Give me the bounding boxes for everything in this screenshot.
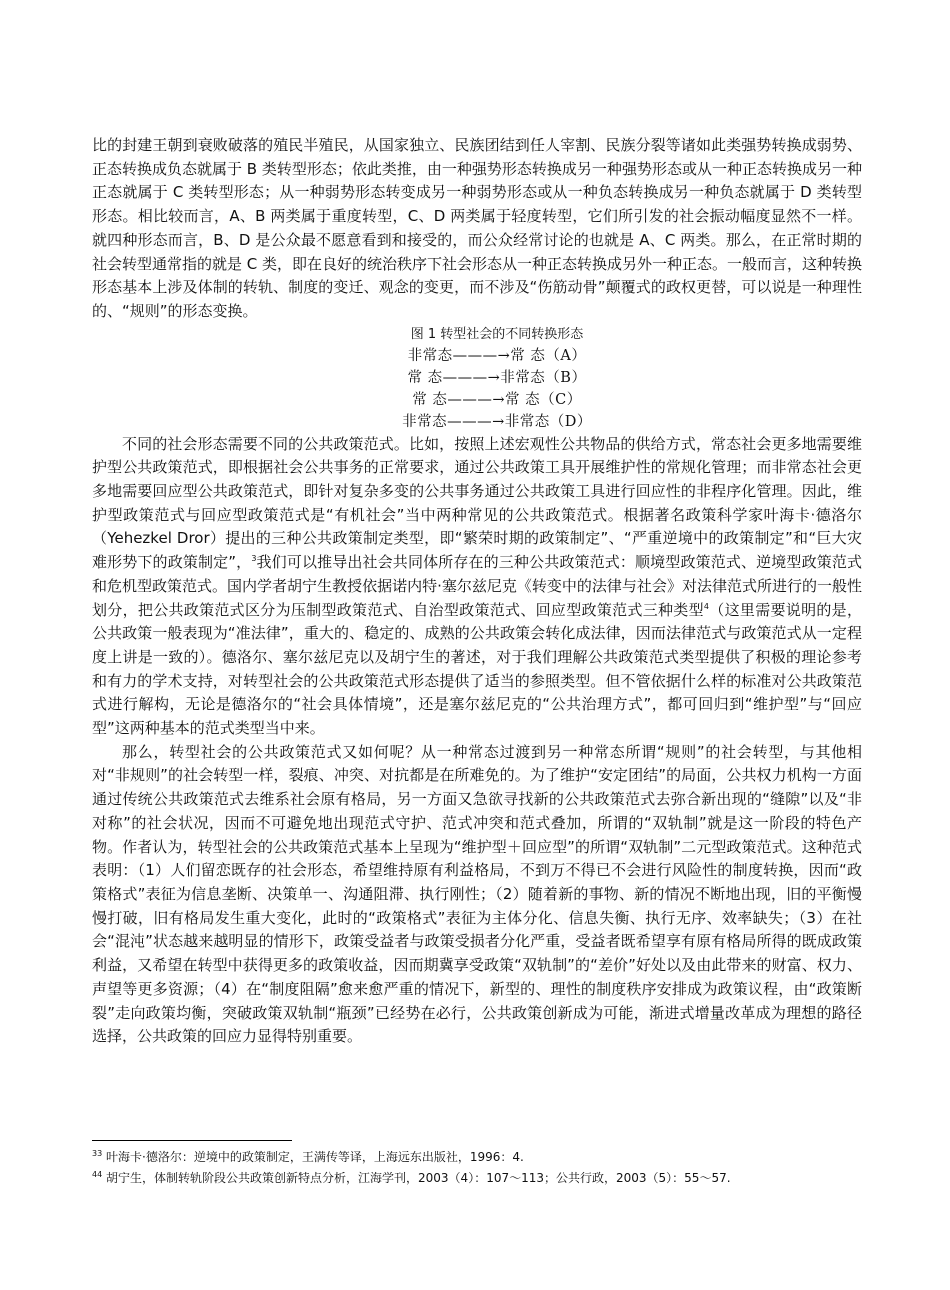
footnotes	[92, 1140, 862, 1189]
footnote-text: 叶海卡·德洛尔：逆境中的政策制定，王满传等译，上海远东出版社，1996：4.	[106, 1150, 524, 1164]
paragraph-2	[92, 433, 862, 741]
figure-title: 图 1 转型社会的不同转换形态	[410, 326, 584, 342]
paragraph-2-part-c: （这里需要说明的是，公共政策一般表现为“准法律”，重大的、稳定的、成熟的公共政策会转化成法律，因而法律范式与政策范式从一定程度上讲是一致的）。德洛尔、塞尔兹尼克以及胡宁生的著述，对于我们理解公共政策范式类型提供了积极的理论参考和有力的学术支持，对转型社会的公共政策范式形态提供了适当的参照类型。但不管依据什么样的标准对公共政策范式进行解构，无论是德洛尔的“社会具体情境”，还是塞尔兹尼克的“公共治理方式”，都可回归到“维护型”与“回应型”这两种基本的范式类型当中来。	[92, 600, 862, 738]
figure-row-d: 非常态———→非常态（D）	[402, 413, 592, 430]
paragraph-3: 那么，转型社会的公共政策范式又如何呢？从一种常态过渡到另一种常态所谓“规则”的社会转型，与其他相对“非规则”的社会转型一样，裂痕、冲突、对抗都是在所难免的。为了维护“安定团结”的局面，公共权力机构一方面通过传统公共政策范式去维系社会原有格局，另一方面又急欲寻找新的公共政策范式去弥合新出现的“缝隙”以及“非对称”的社会状况，因而不可避免地出现范式守护、范式冲突和范式叠加，所谓的“双轨制”就是这一阶段的特色产物。作者认为，转型社会的公共政策范式基本上呈现为“维护型＋回应型”的所谓“双轨制”二元型政策范式。这种范式表明：（1）人们留恋既存的社会形态，希望维持原有利益格局，不到万不得已不会进行风险性的制度转换，因而“政策格式”表征为信息垄断、决策单一、沟通阻滞、执行刚性；（2）随着新的事物、新的情况不断地出现，旧的平衡慢慢打破，旧有格局发生重大变化，此时的“政策格式”表征为主体分化、信息失衡、执行无序、效率缺失；（3）在社会“混沌”状态越来越明显的情形下，政策受益者与政策受损者分化严重，受益者既希望享有原有格局所得的既成政策利益，又希望在转型中获得更多的政策收益，因而期冀享受政策“双轨制”的“差价”好处以及由此带来的财富、权力、声望等更多资源；（4）在“制度阻隔”愈来愈严重的情况下，新型的、理性的制度秩序安排成为政策议程，由“政策断裂”走向政策均衡，突破政策双轨制“瓶颈”已经势在必行，公共政策创新成为可能，渐进式增量改革成为理想的路径选择，公共政策的回应力显得特别重要。	[92, 742, 862, 1046]
footnote-ref-4[interactable]: 4	[703, 601, 709, 611]
footnote-4	[92, 1168, 862, 1189]
document-body	[92, 134, 862, 1049]
figure-1	[92, 325, 862, 433]
footnote-mark: 33	[92, 1149, 103, 1158]
paragraph-2-part-a: 不同的社会形态需要不同的公共政策范式。比如，按照上述宏观性公共物品的供给方式，常态社会更多地需要维护型公共政策范式，即根据社会公共事务的正常要求，通过公共政策工具开展维护性的常规化管理；而非常态社会更多地需要回应型公共政策范式，即针对复杂多变的公共事务通过公共政策工具进行回应性的非程序化管理。因此，维护型政策范式与回应型政策范式是“有机社会”当中两种常见的公共政策范式。根据著名政策科学家叶海卡·德洛尔（Yehezkel Dror）提出的三种公共政策制定类型，即“繁荣时期的政策制定”、“严重逆境中的政策制定”和“巨大灾难形势下的政策制定”，	[92, 434, 862, 572]
paragraph-1: 比的封建王朝到衰败破落的殖民半殖民，从国家独立、民族团结到任人宰割、民族分裂等诸如此类强势转换成弱势、正态转换成负态就属于 B 类转型形态；依此类推，由一种强势形态转换成另一种强势形态或从一种正态转换成另一种正态就属于 C 类转型形态；从一种弱势形态转变成另一种弱势形态或从一种负态转换成另一种负态就属于 D 类转型形态。相比较而言，A、B 两类属于重度转型，C、D 两类属于轻度转型，它们所引发的社会振动幅度显然不一样。就四种形态而言，B、D 是公众最不愿意看到和接受的，而公众经常讨论的也就是 A、C 两类。那么，在正常时期的社会转型通常指的就是 C 类，即在良好的统治秩序下社会形态从一种正态转换成另外一种正态。一般而言，这种转换形态基本上涉及体制的转轨、制度的变迁、观念的变更，而不涉及“伤筋动骨”颠覆式的政权更替，可以说是一种理性的、“规则”的形态变换。	[92, 136, 863, 320]
paragraph-2-part-b: 我们可以推导出社会共同体所存在的三种公共政策范式：顺境型政策范式、逆境型政策范式和危机型政策范式。国内学者胡宁生教授依据诺内特·塞尔兹尼克《转变中的法律与社会》对法律范式所进行的一般性划分，把公共政策范式区分为压制型政策范式、自治型政策范式、回应型政策范式三种类型	[92, 553, 862, 619]
footnote-3	[92, 1147, 862, 1168]
figure-row-c: 常 态———→常 态（C）	[412, 391, 582, 408]
figure-row-b: 常 态———→非常态（B）	[407, 369, 587, 386]
footnote-divider	[92, 1140, 292, 1141]
figure-row-a: 非常态———→常 态（A）	[407, 347, 587, 364]
footnote-text: 胡宁生，体制转轨阶段公共政策创新特点分析，江海学刊，2003（4）：107～113；公共行政，2003（5）：55～57.	[106, 1171, 731, 1185]
footnote-mark: 44	[92, 1170, 103, 1179]
footnote-ref-3[interactable]: 3	[251, 554, 257, 564]
